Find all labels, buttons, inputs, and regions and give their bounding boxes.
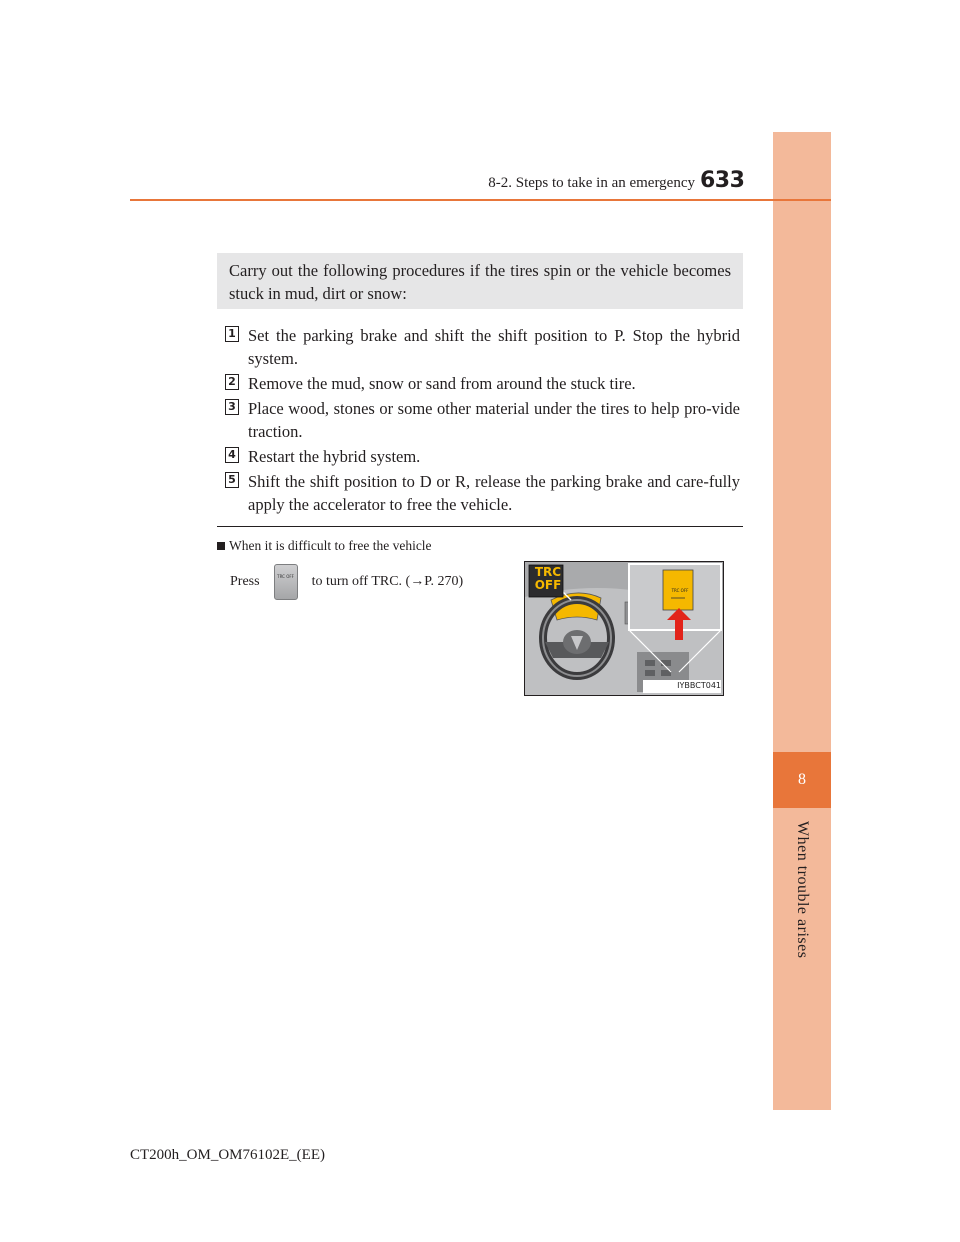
- step-item: [225, 397, 740, 443]
- header-rule: [130, 199, 831, 201]
- step-number-badge: 4: [225, 447, 239, 463]
- trc-switch-label: TRC OFF: [671, 588, 689, 593]
- step-number-badge: 2: [225, 374, 239, 390]
- step-text: Set the parking brake and shift the shift position to P. Stop the hybrid system.: [248, 326, 740, 368]
- trc-off-button-icon: [274, 564, 298, 600]
- subsection-heading: [217, 538, 432, 554]
- document-code: CT200h_OM_OM76102E_(EE): [130, 1147, 325, 1163]
- step-text: Place wood, stones or some other material under the tires to help pro-vide traction.: [248, 399, 740, 441]
- step-text: Restart the hybrid system.: [248, 447, 421, 466]
- dashboard-illustration: [524, 561, 724, 696]
- step-text: Remove the mud, snow or sand from around the stuck tire.: [248, 374, 636, 393]
- step-number-badge: 3: [225, 399, 239, 415]
- section-divider: [217, 526, 743, 527]
- chapter-title-vertical: When trouble arises: [794, 821, 811, 959]
- trc-indicator-label-2: OFF: [534, 578, 562, 592]
- press-label: Press: [230, 574, 260, 589]
- step-item: [225, 324, 740, 370]
- chapter-side-tab: [773, 132, 831, 1110]
- figure-code: IYBBCT041: [677, 681, 721, 690]
- step-item: [225, 470, 740, 516]
- step-item: [225, 445, 740, 468]
- step-number-badge: 1: [225, 326, 239, 342]
- square-bullet-icon: [217, 542, 225, 550]
- step-text: Shift the shift position to D or R, release the parking brake and care-fully apply the accelerator to free the vehicle.: [248, 472, 740, 514]
- step-item: [225, 372, 740, 395]
- trc-button-text: TRC OFF: [277, 574, 294, 579]
- press-suffix: to turn off TRC. (→P. 270): [311, 574, 464, 589]
- step-number-badge: 5: [225, 472, 239, 488]
- trc-indicator-label-1: TRC: [534, 565, 562, 579]
- chapter-number-tab: 8: [773, 752, 831, 808]
- press-instruction: [230, 563, 463, 601]
- section-title: 8-2. Steps to take in an emergency: [488, 175, 695, 191]
- intro-box: Carry out the following procedures if the tires spin or the vehicle becomes stuck in mud, dirt or snow:: [217, 253, 743, 309]
- subsection-heading-text: When it is difficult to free the vehicle: [229, 538, 432, 553]
- page-number: 633: [700, 168, 745, 193]
